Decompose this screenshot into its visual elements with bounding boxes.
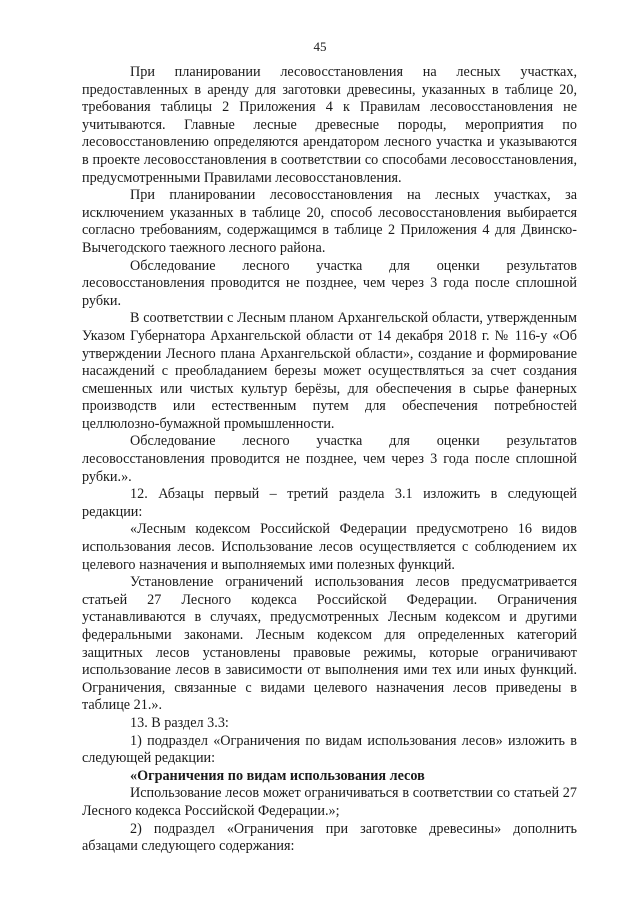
paragraph-reforestation-other-plots: При планировании лесовосстановления на лесных участках, за исключением указанных в таблице 20, способ лесовосстановления выбирается согласно требованиям, содержащимся в таблице 2 Приложения 4 для Двинско-Вычегодского таежного лесного района.	[82, 187, 577, 256]
paragraph-item-12: 12. Абзацы первый – третий раздела 3.1 изложить в следующей редакции:	[82, 486, 577, 520]
paragraph-subsection-2: 2) подраздел «Ограничения при заготовке древесины» дополнить абзацами следующего содержания:	[82, 820, 577, 855]
paragraph-use-restrictions: Установление ограничений использования лесов предусматривается статьей 27 Лесного кодекса Российской Федерации. Ограничения устанавливаются в случаях, предусмотренных Лесным кодексом и другими федеральными законами. Лесным кодексом для определенных категорий защитных лесов установлены правовые режимы, которые ограничивают использование лесов в зависимости от выполнения ими тех или иных функций. Ограничения, связанные с видами целевого назначения лесов приведены в таблице 21.».	[82, 574, 577, 714]
page-number: 45	[313, 39, 327, 54]
paragraph-forest-code-uses: «Лесным кодексом Российской Федерации предусмотрено 16 видов использования лесов. Использование лесов осуществляется с соблюдением их целевого назначения и выполняемых ими полезных функций.	[82, 521, 577, 573]
paragraph-item-13: 13. В раздел 3.3:	[130, 714, 229, 731]
subsection-heading: «Ограничения по видам использования лесов	[130, 767, 425, 784]
document-body	[82, 64, 577, 856]
paragraph-article-27: Использование лесов может ограничиваться в соответствии со статьей 27 Лесного кодекса Российской Федерации.»;	[82, 785, 577, 819]
paragraph-reforestation-leased-plots: При планировании лесовосстановления на лесных участках, предоставленных в аренду для заготовки древесины, указанных в таблице 20, требования таблицы 2 Приложения 4 к Правилам лесовосстановления не учитываются. Главные лесные древесные породы, мероприятия по лесовосстановлению определяются арендатором лесного участка и указываются в проекте лесовосстановления в соответствии со способами лесовосстановления, предусмотренными Правилами лесовосстановления.	[82, 64, 577, 186]
paragraph-subsection-1: 1) подраздел «Ограничения по видам использования лесов» изложить в следующей редакции:	[82, 732, 577, 767]
paragraph-inspection-term-closing: Обследование лесного участка для оценки результатов лесовосстановления проводится не позднее, чем через 3 года после сплошной рубки.».	[82, 433, 577, 485]
paragraph-forest-plan-birch: В соответствии с Лесным планом Архангельской области, утвержденным Указом Губернатора Архангельской области от 14 декабря 2018 г. № 116-у «Об утверждении Лесного плана Архангельской области», создание и формирование насаждений с преобладанием березы может осуществляться за счет создания смешенных или чистых культур берёзы, для обеспечения в сырье фанерных производств или естественным путем для обеспечения потребностей целлюлозно-бумажной промышленности.	[82, 310, 577, 432]
paragraph-inspection-term: Обследование лесного участка для оценки результатов лесовосстановления проводится не позднее, чем через 3 года после сплошной рубки.	[82, 257, 577, 309]
